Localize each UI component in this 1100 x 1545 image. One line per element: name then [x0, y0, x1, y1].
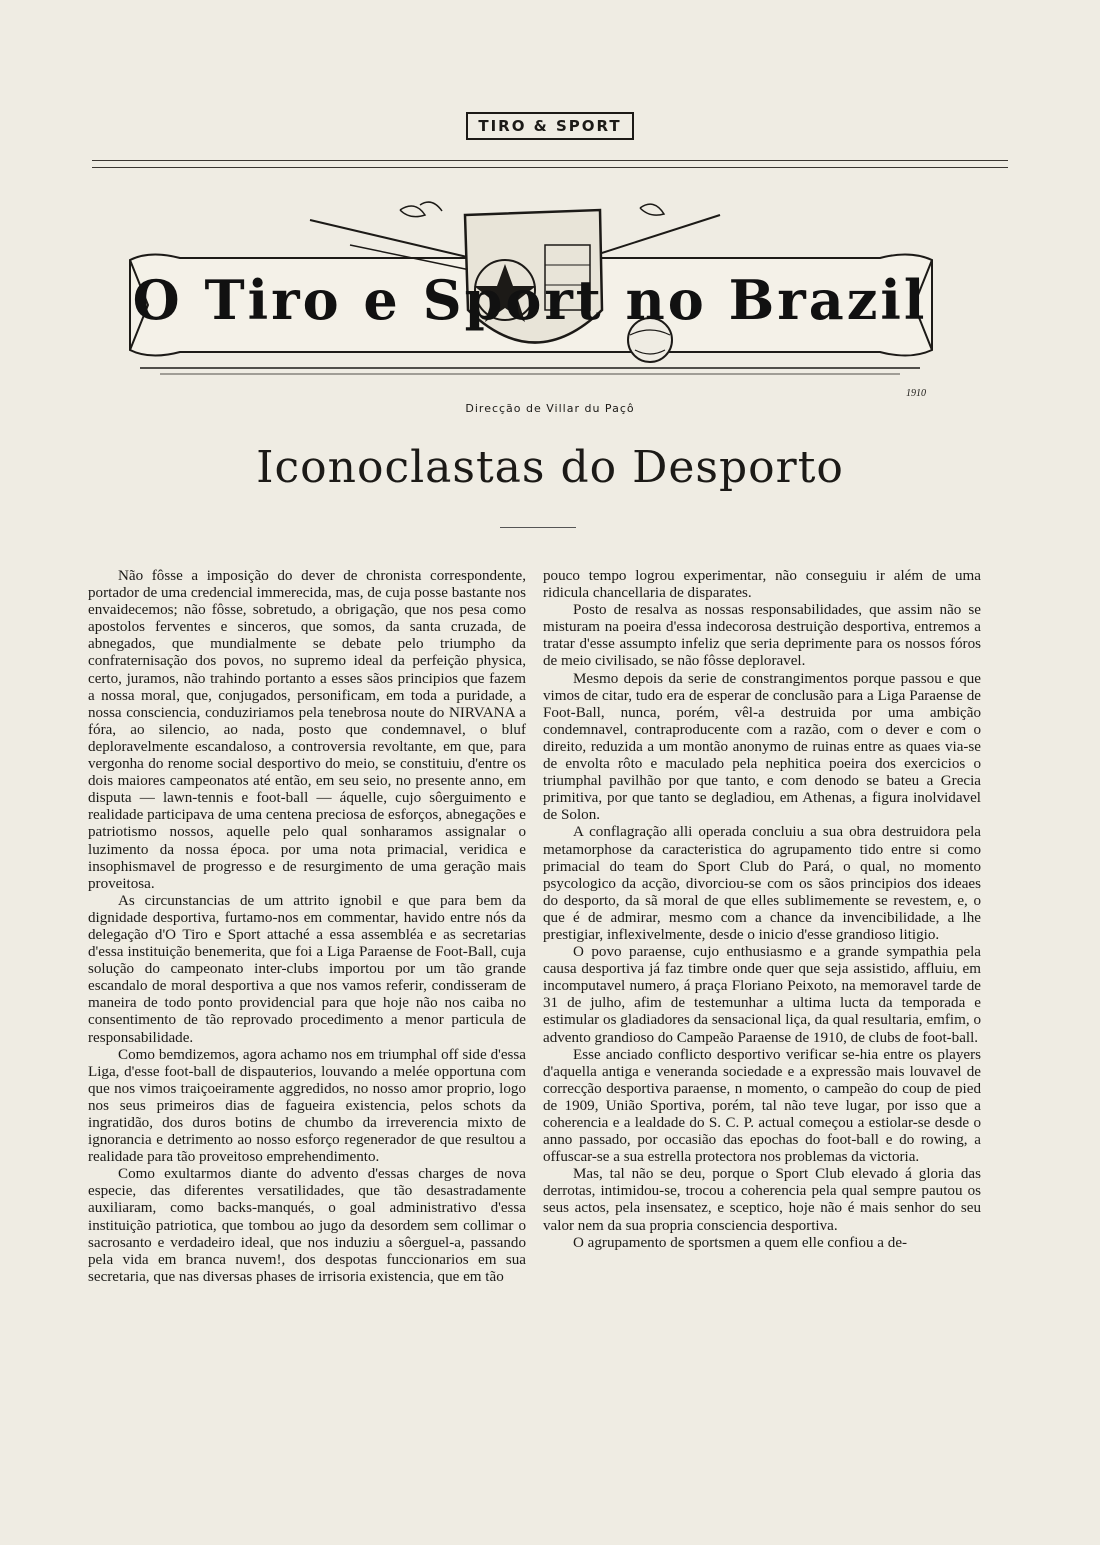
paragraph: Posto de resalva as nossas responsabilidades, que assim não se misturam na poeira d'essa indecorosa destruição desportiva, entremos a tratar d'esse assumpto infeliz que seria deprimente para os nossos fóros de meio civilisado, se não fôsse deploravel.: [543, 602, 981, 670]
article-column-left: [88, 568, 526, 1286]
paragraph-continued: pouco tempo logrou experimentar, não conseguiu ir além de uma ridicula chancellaria de disparates.: [543, 568, 981, 602]
direction-credit: Direcção de Villar du Paçô: [465, 402, 635, 415]
header-rule: [92, 160, 1008, 168]
article-column-right: [543, 568, 981, 1252]
paragraph: A conflagração alli operada concluiu a sua obra destruidora pela metamorphose da caracteristica do agrupamento tido entre si como primacial do team do Sport Club do Pará, o qual, no momento psycologico da acção, divorciou-se com os sãos principios dos ideaes do desporto, da sã moral de que elles sublimemente se revestem, e, o que é de admirar, mesmo com a chance da invencibilidade, a lhe prestigiar, inflexivelmente, desde o inicio d'esse grandioso litigio.: [543, 824, 981, 943]
paragraph: As circunstancias de um attrito ignobil e que para bem da dignidade desportiva, furtamo-nos em commentar, havido entre nós da delegação d'O Tiro e Sport attaché a essa assembléa e as secretarias d'essa instituição benemerita, que foi a Liga Paraense de Foot-Ball, cuja solução do campeonato inter-clubs importou por um tão grande escandalo de moral desportiva a que nos vamos referir, condisseram de maneira de todo ponto providencial para que hoje não nos caiba no consentimento de tão reprovado procedimento a menor particula de responsabilidade.: [88, 892, 526, 1046]
masthead: [0, 112, 1100, 140]
article-headline: Iconoclastas do Desporto: [256, 442, 844, 493]
paragraph: Mesmo depois da serie de constrangimentos porque passou e que vimos de citar, tudo era de esperar de conclusão para a Liga Paraense de Foot-Ball, nunca, porém, vêl-a destruida por uma ambição condemnavel, contraproducente com a razão, com o dever e com o direito, reduzida a um montão anonymo de ruinas entre as quaes via-se de envolta rôto e maculado pela nephitica poeira dos exercicios o triumphal pavilhão por que tanto, e com denodo se bateu a Grecia primitiva, por que tanto se degladiou, em Athenas, a figura inolvidavel de Solon.: [543, 670, 981, 824]
paragraph: Como bemdizemos, agora achamo nos em triumphal off side d'essa Liga, d'esse foot-ball de dispauterios, louvando a melée opportuna com que nos vimos traiçoeiramente aggredidos, no nosso amor proprio, logo nos seus primeiros dias de fagueira existencia, pelos schots da ingratidão, dos duros botins de chumbo da irreverencia mixto de ignorancia e detrimento ao nosso esforço regenerador de que resultou a realidade para tão proveitoso emprehendimento.: [88, 1046, 526, 1166]
headline-divider: [500, 527, 576, 528]
banner-title: O Tiro e Sport no Brazil: [132, 268, 928, 332]
title-banner: [120, 190, 940, 405]
paragraph: Não fôsse a imposição do dever de chronista correspondente, portador de uma credencial immerecida, mas, de cuja posse bastante nos envaidecemos; não fôsse, sobretudo, a obrigação, que nos pesa como apostolos ferventes e sinceros, que somos, da santa cruzada, de abnegados, que mundialmente se debate pelo triumpho da confraternisação dos povos, no supremo ideal da perfeição physica, certo, juramos, não trahindo portanto a esses sãos principios que fazem a nossa moral, que, conjugados, personificam, em toda a puridade, a nossa consciencia, conduziriamos pela tenebrosa noute do NIRVANA a fóra, ao silencio, ao nada, posto que condemnavel, o bluf deploravelmente escandaloso, a controversia revoltante, em que, para vergonha do renome social desportivo do meio, se constituiu, d'entre os dois maiores campeonatos até então, em seu seio, no presente anno, em disputa — lawn-tennis e foot-ball — áquelle, cujo sôerguimento e realidade participava de uma centena preciosa de esforços, abnegações e patriotismo nossos, aquelle pelo qual sonharamos assignalar o luzimento da nossa época. por uma nota primacial, veridica e insophismavel de progresso e de resurgimento de uma geração mais proveitosa.: [88, 568, 526, 892]
paragraph: O agrupamento de sportsmen a quem elle confiou a de-: [573, 1234, 908, 1251]
banner-year: 1910: [906, 388, 926, 399]
paragraph: Mas, tal não se deu, porque o Sport Club elevado á gloria das derrotas, intimidou-se, trocou a coherencia pela qual sempre pautou os seus actos, pela insensatez, e sceptico, hoje não é mais senhor do seu valor nem da sua propria consciencia desportiva.: [543, 1166, 981, 1234]
paragraph: Como exultarmos diante do advento d'essas charges de nova especie, das diferentes versatilidades, que tão desastradamente auxiliaram, como backs-manqués, o goal administrativo d'essa instituição patriotica, que tombou ao jugo da desordem sem collimar o sacrosanto e verdadeiro ideal, que nos induziu a sôerguel-a, passando pela vida em branca nuvem!, dos despotas funccionarios em sua secretaria, que nas diversas phases de irrisoria existencia, que em tão: [88, 1166, 526, 1285]
paragraph: Esse anciado conflicto desportivo verificar se-hia entre os players d'aquella antiga e veneranda sociedade e a expressão mais louvavel de correcção desportiva paraense, n momento, o campeão do coup de pied de 1909, União Sportiva, porém, tal não teve lugar, por isso que a coherencia e a lealdade do S. C. P. actual começou a estiolar-se desde o anno passado, por occasião das epochas do foot-ball e do rowing, a offuscar-se a sua estrella protectora nos problemas da victoria.: [543, 1046, 981, 1166]
masthead-logo: TIRO & SPORT: [466, 112, 633, 140]
paragraph: O povo paraense, cujo enthusiasmo e a grande sympathia pela causa desportiva já faz timbre onde quer que seja assistido, affluiu, em incomputavel numero, á praça Floriano Peixoto, na memoravel tarde de 31 de julho, afim de testemunhar a ultima lucta da temporada e estimular os gladiadores da sensacional liça, da qual resultaria, emfim, o advento grandioso do Campeão Paraense de 1910, de clubs de foot-ball.: [543, 944, 981, 1046]
